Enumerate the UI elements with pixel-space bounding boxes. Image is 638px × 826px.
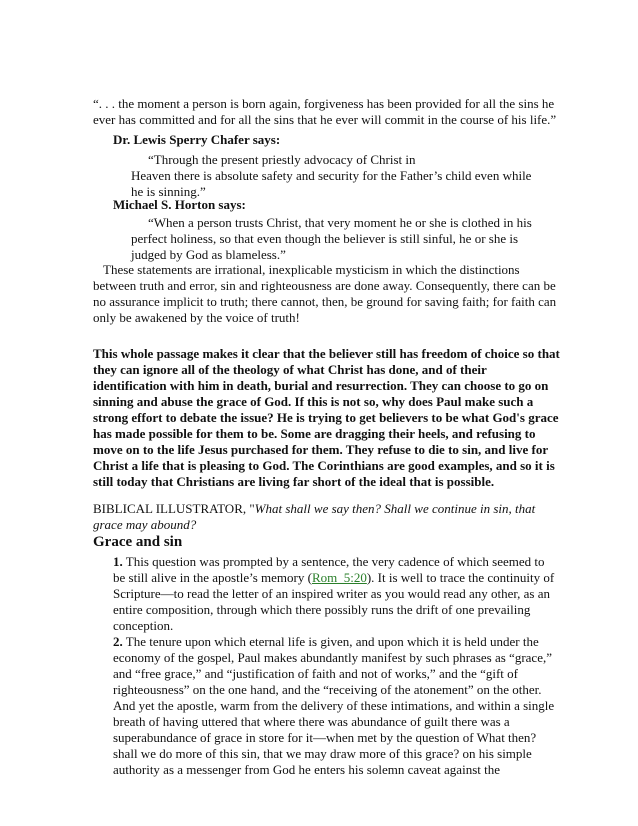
paragraph-1-line: conception. bbox=[113, 618, 174, 633]
chafer-quote-line: Heaven there is absolute safety and security for the Father’s child even while bbox=[131, 168, 532, 183]
bold-paragraph-line: has made possible for them to be. Some are dragging their heels, and refusing to bbox=[93, 426, 536, 441]
bold-paragraph-line: move on to the life Jesus purchased for them. They refuse to die to sin, and live for bbox=[93, 442, 549, 457]
paragraph-1-line: entire composition, through which there possibly runs the drift of one prevailing bbox=[113, 602, 531, 617]
paragraph-2-line: authority as a messenger from God he enters his solemn caveat against the bbox=[113, 762, 500, 777]
bold-paragraph-line: strong effort to debate the issue? He is trying to get believers to be what God's grace bbox=[93, 410, 559, 425]
horton-quote-line: judged by God as blameless.” bbox=[131, 247, 286, 262]
statement-line: These statements are irrational, inexplicable mysticism in which the distinctions bbox=[103, 262, 520, 277]
statement-line: between truth and error, sin and righteousness are done away. Consequently, there can be bbox=[93, 278, 556, 293]
bold-paragraph-line: Christ a life that is pleasing to God. The Corinthians are good examples, and so it is bbox=[93, 458, 555, 473]
paragraph-2-line: economy of the gospel, Paul makes abundantly manifest by such phrases as “grace,” bbox=[113, 650, 552, 665]
paragraph-1-line: Scripture—to read the letter of an inspired writer as you would read any other, as an bbox=[113, 586, 550, 601]
bold-paragraph-line: identification with him in death, burial and resurrection. They can choose to go on bbox=[93, 378, 549, 393]
paragraph-text: ). It is well to trace the continuity of bbox=[366, 570, 555, 585]
paragraph-2-line bbox=[113, 634, 539, 650]
paragraph-2-line: shall we do more of this sin, that we may draw more of this grace? on his simple bbox=[113, 746, 532, 761]
paragraph-text: be still alive in the apostle’s memory ( bbox=[113, 570, 312, 585]
bold-paragraph-line: still today that Christians are living far short of the ideal that is possible. bbox=[93, 474, 495, 489]
quote-line: “. . . the moment a person is born again, forgiveness has been provided for all the sins he bbox=[93, 96, 555, 111]
paragraph-2-line: righteousness” on the one hand, and the “receiving of the atonement” on the other. bbox=[113, 682, 542, 697]
section-heading: Grace and sin bbox=[93, 534, 183, 550]
paragraph-text: The tenure upon which eternal life is given, and upon which it is held under the bbox=[125, 634, 539, 649]
paragraph-2-line: and “free grace,” and “justification of faith and not of works,” and the “gift of bbox=[113, 666, 518, 681]
horton-quote-line: perfect holiness, so that even though the believer is still sinful, he or she is bbox=[131, 231, 519, 246]
horton-quote-line: “When a person trusts Christ, that very moment he or she is clothed in his bbox=[148, 215, 532, 230]
paragraph-2-line: superabundance of grace in store for it—when met by the question of What then? bbox=[113, 730, 537, 745]
bold-paragraph-line: they can ignore all of the theology of what Christ has done, and of their bbox=[93, 362, 487, 377]
illustrator-question: grace may abound? bbox=[93, 517, 197, 532]
paragraph-2-line: And yet the apostle, warm from the delivery of these intimations, and within a single bbox=[113, 698, 555, 713]
paragraph-1-line bbox=[113, 554, 545, 570]
paragraph-2-line: breath of having uttered that where there was abundance of guilt there was a bbox=[113, 714, 510, 729]
chafer-quote-line: he is sinning.” bbox=[131, 184, 206, 199]
statement-line: only be awakened by the voice of truth! bbox=[93, 310, 300, 325]
scripture-link[interactable]: Rom_5:20 bbox=[311, 570, 367, 585]
illustrator-source: BIBLICAL ILLUSTRATOR, " bbox=[93, 501, 255, 516]
paragraph-1-line bbox=[113, 570, 554, 586]
statement-line: no assurance implicit to truth; there cannot, then, be ground for saving faith; for faith can bbox=[93, 294, 557, 309]
paragraph-number: 1. bbox=[113, 554, 123, 569]
chafer-heading: Dr. Lewis Sperry Chafer says: bbox=[113, 132, 281, 147]
bold-paragraph-line: This whole passage makes it clear that the believer still has freedom of choice so that bbox=[93, 346, 560, 361]
horton-heading: Michael S. Horton says: bbox=[113, 197, 246, 212]
paragraph-number: 2. bbox=[113, 634, 123, 649]
illustrator-title-line bbox=[93, 501, 535, 517]
paragraph-text: This question was prompted by a sentence, the very cadence of which seemed to bbox=[125, 554, 545, 569]
chafer-quote-line: “Through the present priestly advocacy of Christ in bbox=[148, 152, 416, 167]
bold-paragraph-line: sinning and abuse the grace of God. If this is not so, why does Paul make such a bbox=[93, 394, 534, 409]
illustrator-question: What shall we say then? Shall we continue in sin, that bbox=[254, 501, 536, 516]
quote-line: ever has committed and for all the sins that he ever will commit in the course of his life.” bbox=[93, 112, 557, 127]
